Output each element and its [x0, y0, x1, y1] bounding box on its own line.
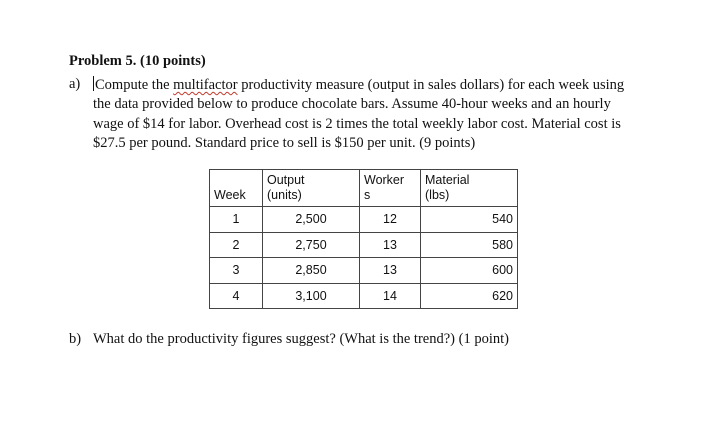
- cell-workers: 13: [360, 258, 421, 284]
- cell-workers: 12: [360, 207, 421, 233]
- question-line-3: wage of $14 for labor. Overhead cost is 2 times the total weekly labor cost. Material cost is: [93, 115, 621, 132]
- header-material: Material (lbs): [421, 170, 518, 207]
- part-a-label: a): [69, 76, 81, 92]
- table-row: [210, 207, 518, 233]
- cell-material: 620: [421, 283, 518, 309]
- part-a-question: [93, 76, 653, 153]
- cell-output: 3,100: [263, 283, 360, 309]
- cell-output: 2,500: [263, 207, 360, 233]
- table-header-row: [210, 170, 518, 207]
- cell-material: 580: [421, 232, 518, 258]
- table-row: [210, 283, 518, 309]
- part-b-question: What do the productivity figures suggest? (What is the trend?) (1 point): [93, 331, 509, 347]
- text-cursor: [93, 76, 94, 91]
- header-output: Output (units): [263, 170, 360, 207]
- line-1-start: Compute the: [95, 77, 174, 93]
- cell-material: 540: [421, 207, 518, 233]
- production-data-table: [209, 169, 518, 309]
- cell-output: 2,750: [263, 232, 360, 258]
- question-line-2: the data provided below to produce chocolate bars. Assume 40-hour weeks and an hourly: [93, 96, 611, 113]
- cell-output: 2,850: [263, 258, 360, 284]
- question-line-4: $27.5 per pound. Standard price to sell is $150 per unit. (9 points): [93, 134, 476, 151]
- table-row: [210, 258, 518, 284]
- header-workers: Worker s: [360, 170, 421, 207]
- cell-week: 1: [210, 207, 263, 233]
- cell-week: 3: [210, 258, 263, 284]
- cell-week: 2: [210, 232, 263, 258]
- cell-material: 600: [421, 258, 518, 284]
- problem-title: Problem 5. (10 points): [69, 53, 206, 69]
- table-row: [210, 232, 518, 258]
- question-line-1: [93, 76, 653, 95]
- header-week: Week: [210, 170, 263, 207]
- part-b-label: b): [69, 331, 82, 347]
- line-1-end: productivity measure (output in sales dollars) for each week using: [237, 77, 625, 93]
- cell-workers: 13: [360, 232, 421, 258]
- cell-workers: 14: [360, 283, 421, 309]
- misspelled-word: multifactor: [173, 77, 238, 93]
- cell-week: 4: [210, 283, 263, 309]
